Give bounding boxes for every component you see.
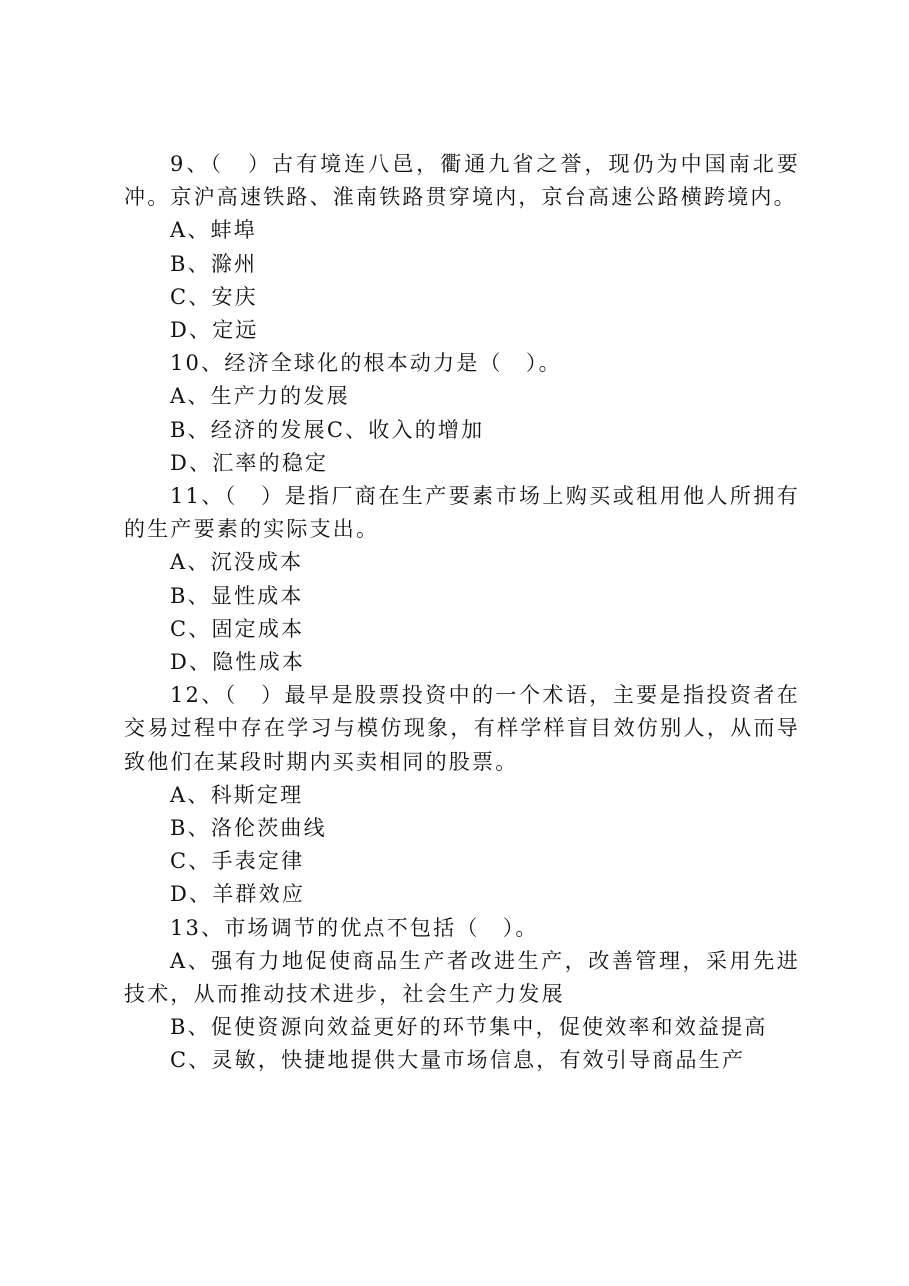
question-11-stem: 11、（ ）是指厂商在生产要素市场上购买或租用他人所拥有的生产要素的实际支出。 <box>124 484 800 542</box>
question-10-option-d: D、汇率的稳定 <box>170 450 329 475</box>
question-12-stem: 12、（ ）最早是股票投资中的一个术语，主要是指投资者在交易过程中存在学习与模仿现象，有样学样盲目效仿别人，从而导致他们在某段时期内买卖相同的股票。 <box>124 683 800 774</box>
question-9-option-c: C、安庆 <box>170 284 258 309</box>
question-list <box>124 148 800 1078</box>
question-13-option-a: A、强有力地促使商品生产者改进生产，改善管理，采用先进技术，从而推动技术进步，社会生产力发展 <box>124 948 800 1007</box>
question-9-stem: 9、（ ）古有境连八邑，衢通九省之誉，现仍为中国南北要冲。京沪高速铁路、淮南铁路贯穿境内，京台高速公路横跨境内。 <box>124 152 800 210</box>
question-10-option-a: A、生产力的发展 <box>170 384 350 409</box>
question-11-option-a: A、沉没成本 <box>170 550 304 575</box>
question-13-option-b: B、促使资源向效益更好的环节集中，促使效率和效益提高 <box>170 1015 768 1040</box>
question-9-option-a: A、蚌埠 <box>170 218 257 243</box>
question-9-option-b: B、滁州 <box>170 251 258 276</box>
question-12-option-d: D、羊群效应 <box>170 882 306 907</box>
question-9-option-d: D、定远 <box>170 318 259 343</box>
question-11-option-d: D、隐性成本 <box>170 650 306 675</box>
question-11-option-b: B、显性成本 <box>170 583 304 608</box>
question-13-stem: 13、市场调节的优点不包括（ ）。 <box>170 915 539 940</box>
question-10-stem: 10、经济全球化的根本动力是（ ）。 <box>170 351 562 376</box>
question-10-option-bc: B、经济的发展C、收入的增加 <box>170 417 485 442</box>
question-13-option-c: C、灵敏，快捷地提供大量市场信息，有效引导商品生产 <box>170 1048 746 1073</box>
question-12-option-c: C、手表定律 <box>170 849 305 874</box>
question-12-option-a: A、科斯定理 <box>170 782 304 807</box>
question-12-option-b: B、洛伦茨曲线 <box>170 816 327 841</box>
question-11-option-c: C、固定成本 <box>170 616 305 641</box>
